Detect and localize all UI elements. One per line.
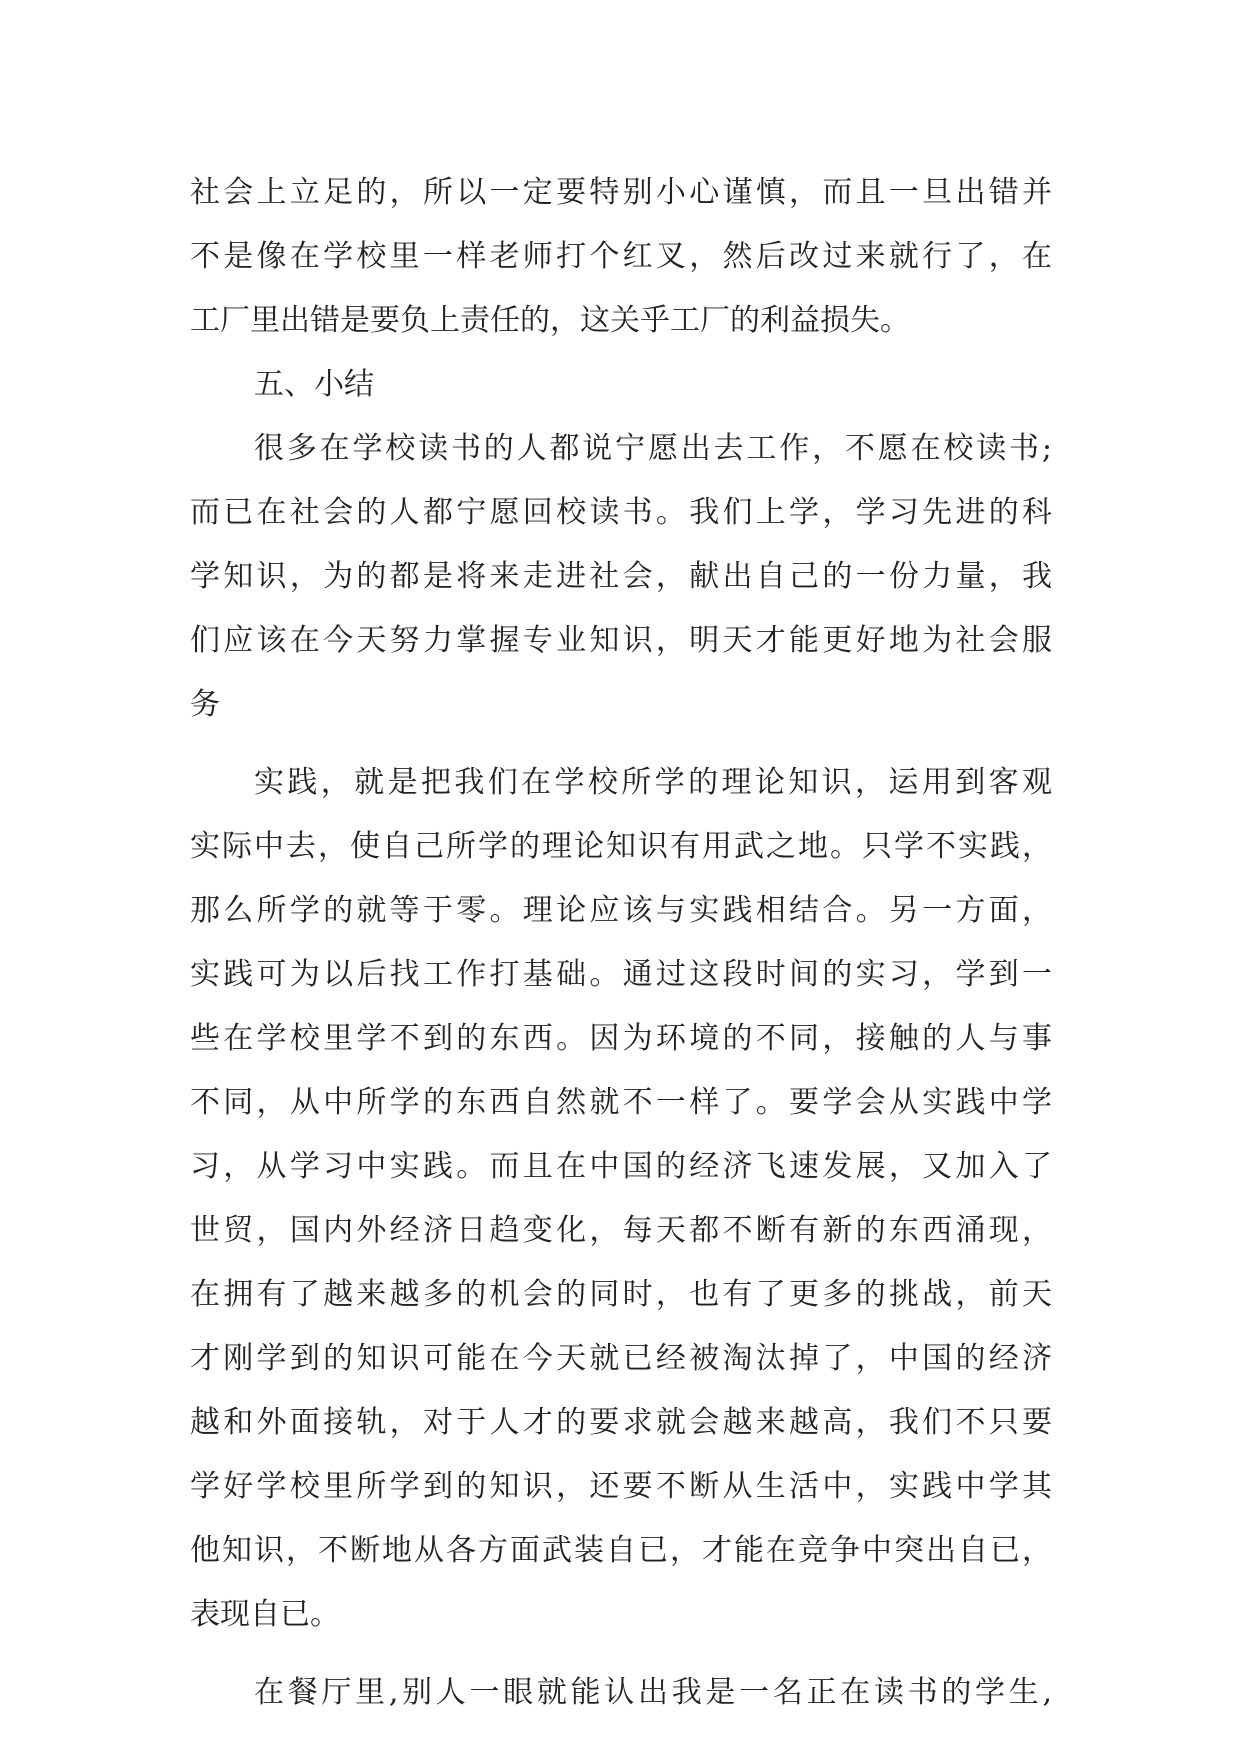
text-line: 世贸，国内外经济日趋变化，每天都不断有新的东西涌现， [190,1213,1052,1248]
text-line: 社会上立足的，所以一定要特别小心谨慎，而且一旦出错并 [190,175,1052,210]
paragraph-gap [190,737,1052,751]
text-line: 很多在学校读书的人都说宁愿出去工作，不愿在校读书; [254,431,1052,466]
text-line: 而已在社会的人都宁愿回校读书。我们上学，学习先进的科 [190,495,1052,530]
text-line: 学好学校里所学到的知识，还要不断从生活中，实践中学其 [190,1469,1052,1504]
document-body [190,161,1052,1725]
paragraph [190,161,1052,353]
paragraph [190,751,1052,1647]
section-heading [190,353,1052,417]
text-line: 学知识，为的都是将来走进社会，献出自己的一份力量，我 [190,559,1052,594]
text-line: 在拥有了越来越多的机会的同时，也有了更多的挑战，前天 [190,1277,1052,1312]
text-line: 才刚学到的知识可能在今天就已经被淘汰掉了，中国的经济 [190,1341,1052,1376]
text-line: 实际中去，使自己所学的理论知识有用武之地。只学不实践， [190,829,1052,864]
text-line: 不是像在学校里一样老师打个红叉，然后改过来就行了，在 [190,239,1052,274]
text-line: 越和外面接轨，对于人才的要求就会越来越高，我们不只要 [190,1405,1052,1440]
text-line: 们应该在今天努力掌握专业知识，明天才能更好地为社会服 [190,623,1052,658]
text-line: 实践，就是把我们在学校所学的理论知识，运用到客观 [254,765,1052,800]
text-line: 五、小结 [254,367,374,402]
text-line: 他知识，不断地从各方面武装自已，才能在竞争中突出自已， [190,1533,1052,1568]
text-line: 那么所学的就等于零。理论应该与实践相结合。另一方面， [190,893,1052,928]
text-line: 不同，从中所学的东西自然就不一样了。要学会从实践中学 [190,1085,1052,1120]
text-line: 实践可为以后找工作打基础。通过这段时间的实习，学到一 [190,957,1052,992]
text-line: 些在学校里学不到的东西。因为环境的不同，接触的人与事 [190,1021,1052,1056]
text-line: 在餐厅里,别人一眼就能认出我是一名正在读书的学生, [254,1675,1052,1710]
paragraph [190,417,1052,737]
text-line: 表现自已。 [190,1597,340,1632]
text-line: 务 [190,687,220,722]
paragraph [190,1661,1052,1725]
paragraph-gap [190,1647,1052,1661]
text-line: 工厂里出错是要负上责任的，这关乎工厂的利益损失。 [190,303,910,338]
text-line: 习，从学习中实践。而且在中国的经济飞速发展，又加入了 [190,1149,1052,1184]
